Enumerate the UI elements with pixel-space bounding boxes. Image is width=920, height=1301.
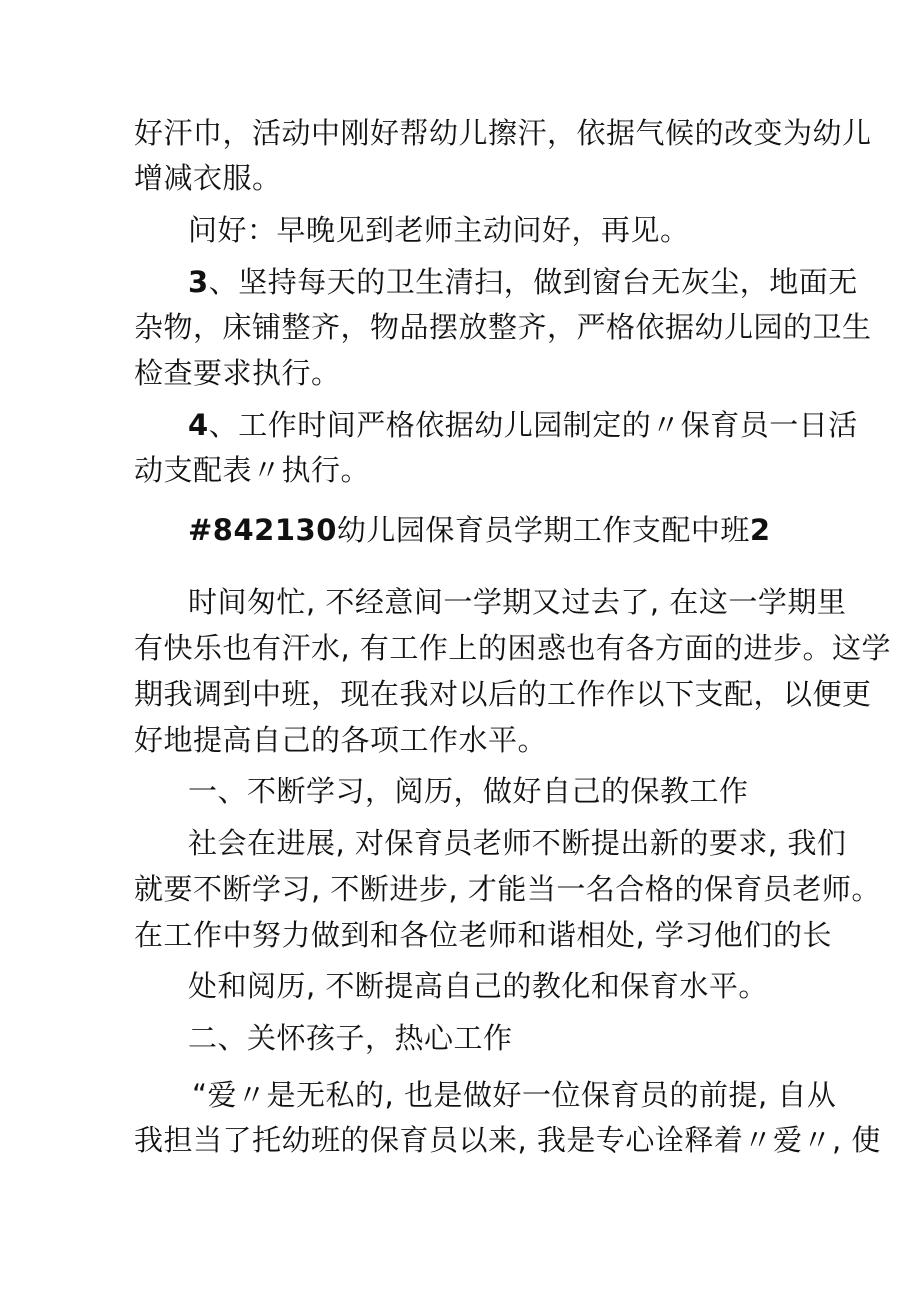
paragraph-line: 就要不断学习, 不断进步, 才能当一名合格的保育员老师。 xyxy=(134,872,881,906)
item-number: 3 xyxy=(188,265,209,299)
paragraph-line: 我担当了托幼班的保育员以来, 我是专心诠释着〃爱〃, 使 xyxy=(134,1123,881,1157)
paragraph-line: 增减衣服。 xyxy=(134,161,282,195)
section-title-2: 二、关怀孩子，热心工作 xyxy=(188,1021,513,1055)
paragraph-line: 在工作中努力做到和各位老师和谐相处, 学习他们的长 xyxy=(134,918,832,952)
heading-prefix: #842130 xyxy=(188,513,337,547)
paragraph-line: “爱〃是无私的, 也是做好一位保育员的前提, 自从 xyxy=(192,1078,837,1112)
paragraph-line: 动支配表〃执行。 xyxy=(134,453,371,487)
item-text: 、工作时间严格依据幼儿园制定的〃保育员一日活 xyxy=(208,408,858,442)
paragraph-line: 时间匆忙, 不经意间一学期又过去了, 在这一学期里 xyxy=(188,585,847,619)
paragraph-line: 检查要求执行。 xyxy=(134,356,341,390)
paragraph-line: 好汗巾，活动中刚好帮幼儿擦汗，依据气候的改变为幼儿 xyxy=(134,116,872,150)
paragraph-line: 社会在进展, 对保育员老师不断提出新的要求, 我们 xyxy=(188,826,847,860)
section-heading xyxy=(188,510,771,550)
heading-text: 幼儿园保育员学期工作支配中班 xyxy=(336,513,750,547)
item-text: 、坚持每天的卫生清扫，做到窗台无灰尘，地面无 xyxy=(208,265,858,299)
paragraph-line: 有快乐也有汗水, 有工作上的困惑也有各方面的进步。这学 xyxy=(134,631,891,665)
section-title-1: 一、不断学习，阅历，做好自己的保教工作 xyxy=(188,774,749,808)
list-item-3 xyxy=(188,262,858,302)
item-number: 4 xyxy=(188,408,209,442)
paragraph-line: 期我调到中班，现在我对以后的工作作以下支配，以便更 xyxy=(134,677,872,711)
paragraph-line: 问好：早晚见到老师主动问好，再见。 xyxy=(188,213,690,247)
paragraph-line: 杂物，床铺整齐，物品摆放整齐，严格依据幼儿园的卫生 xyxy=(134,310,872,344)
paragraph-line: 处和阅历, 不断提高自己的教化和保育水平。 xyxy=(188,969,768,1003)
heading-suffix: 2 xyxy=(749,513,771,547)
paragraph-line: 好地提高自己的各项工作水平。 xyxy=(134,723,548,757)
list-item-4 xyxy=(188,405,858,445)
